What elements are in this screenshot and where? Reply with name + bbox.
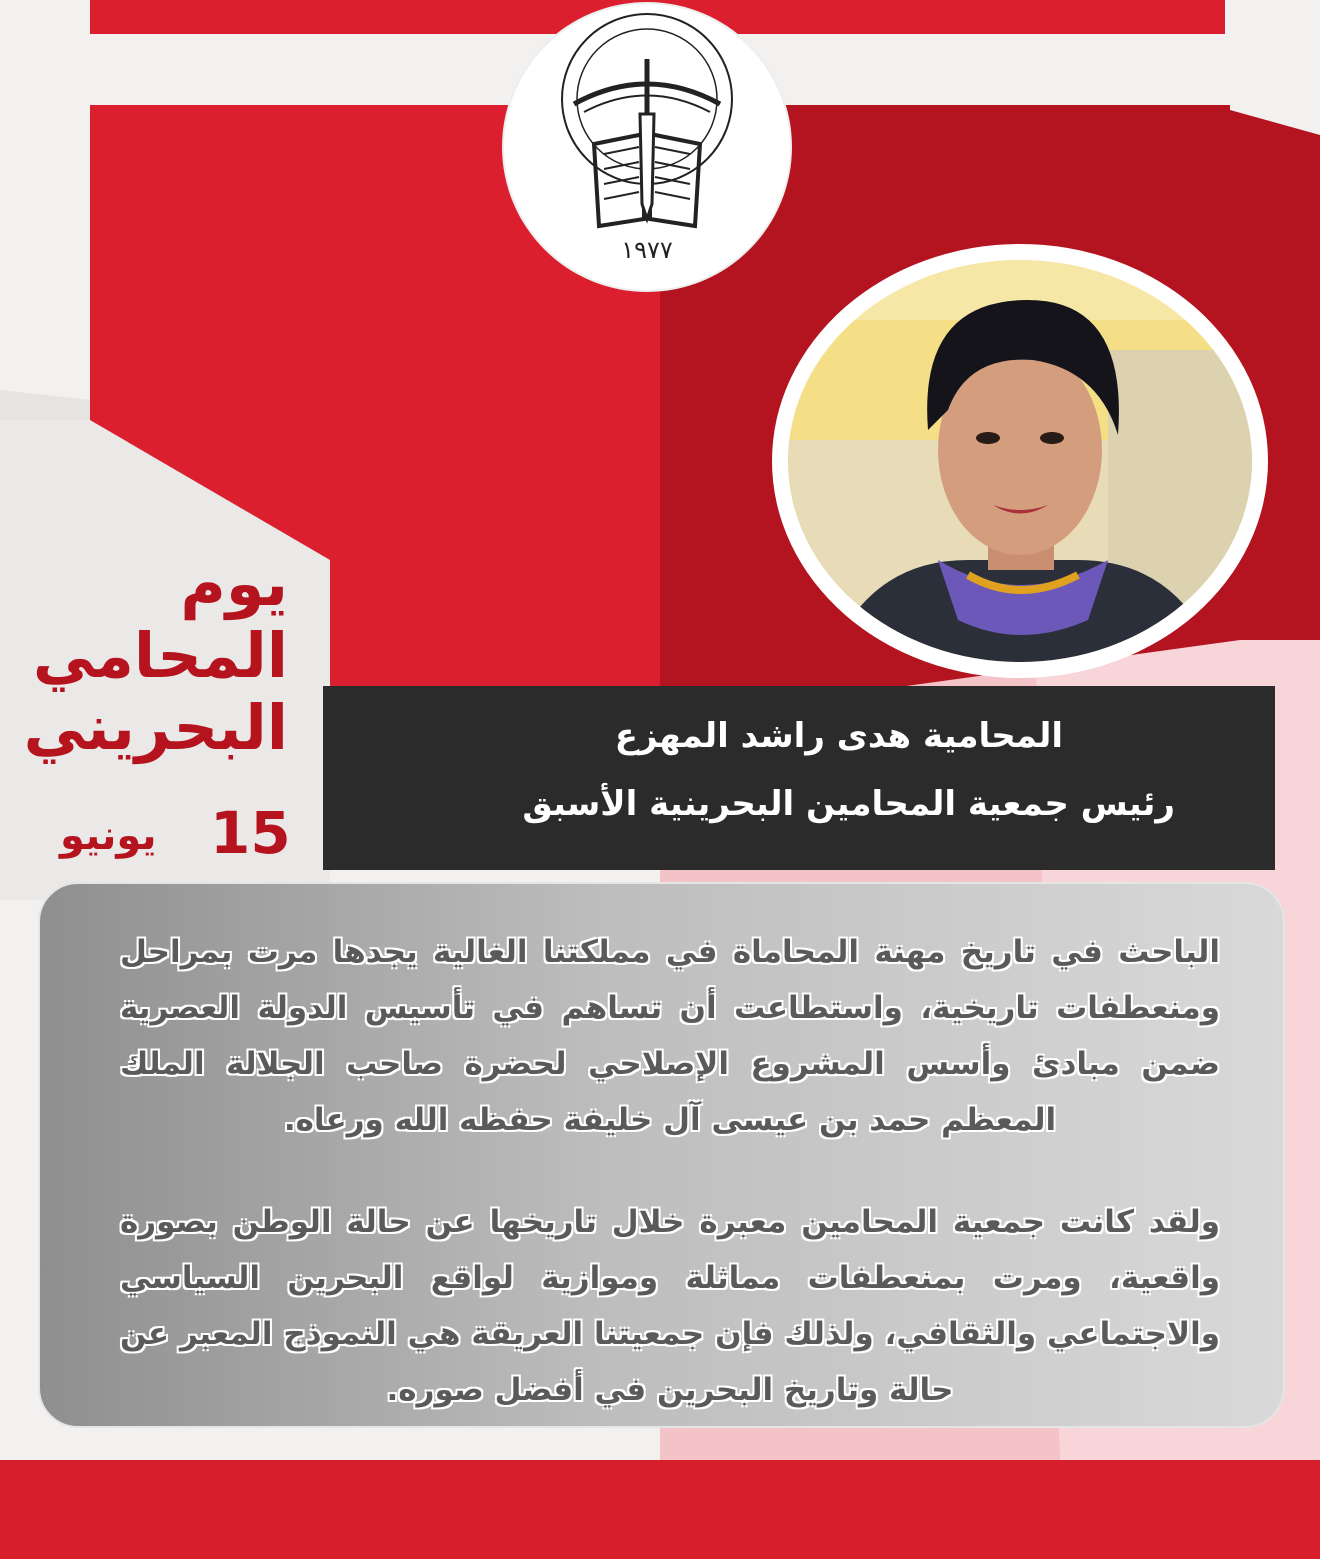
portrait-photo xyxy=(788,260,1252,662)
paragraph-2: ولقد كانت جمعية المحامين معبرة خلال تاريخها عن حالة الوطن بصورة واقعية، ومرت بمنعطفات مماثلة وموازية لواقع البحرين السياسي والاجتماعي والثقافي، ولذلك فإن جمعيتنا العريقة هي النموذج المعبر عن حالة وتاريخ البحرين في أفضل صوره. xyxy=(120,1204,1220,1408)
date-month: يونيو xyxy=(60,813,157,859)
title-line-3: البحريني xyxy=(23,691,288,764)
name-banner xyxy=(323,686,1275,870)
day-title xyxy=(24,548,288,764)
person-name: المحامية هدى راشد المهزع xyxy=(614,716,1063,756)
title-line-1: يوم xyxy=(180,547,288,620)
logo-year: ١٩٧٧ xyxy=(621,236,673,264)
association-logo xyxy=(504,4,790,290)
portrait-frame xyxy=(772,244,1268,678)
statement-box xyxy=(38,882,1285,1428)
person-role: رئيس جمعية المحامين البحرينية الأسبق xyxy=(522,784,1175,824)
bottom-red-bar xyxy=(0,1460,1320,1559)
paragraph-1: الباحث في تاريخ مهنة المحاماة في مملكتنا الغالية يجدها مرت بمراحل ومنعطفات تاريخية، واستطاعت أن تساهم في تأسيس الدولة العصرية ضمن مبادئ وأسس المشروع الإصلاحي لحضرة صاحب الجلالة الملك المعظم حمد بن عيسى آل خليفة حفظه الله ورعاه. xyxy=(120,934,1220,1138)
date-day: 15 xyxy=(210,799,291,867)
title-line-2: المحامي xyxy=(32,619,288,692)
date xyxy=(30,800,290,870)
portrait-image xyxy=(788,260,1252,662)
